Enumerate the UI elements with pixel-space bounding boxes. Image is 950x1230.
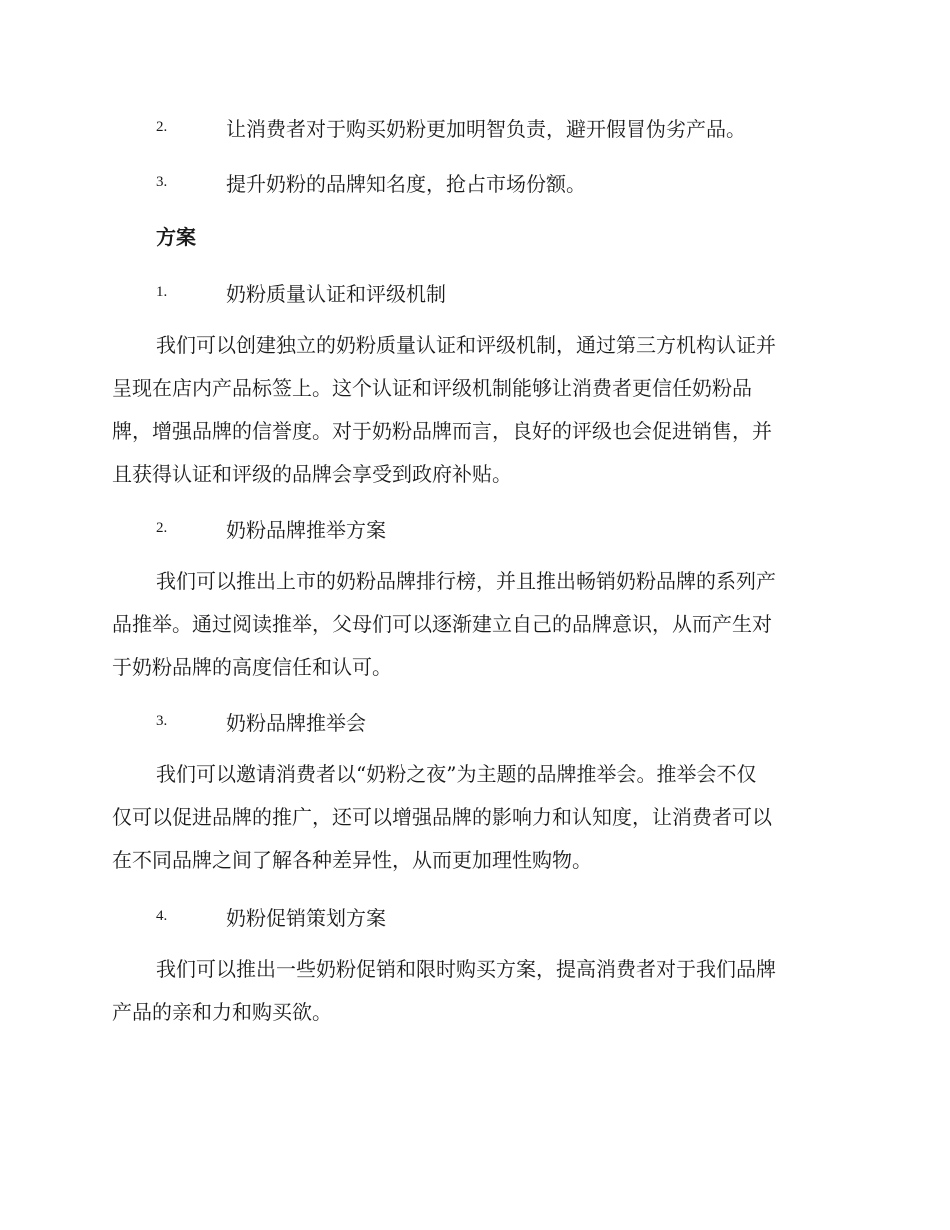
goal-item-3 xyxy=(156,167,836,197)
paragraph-line: 于奶粉品牌的高度信任和认可。 xyxy=(112,655,392,679)
list-number: 4. xyxy=(156,907,168,924)
plan-title-text: 奶粉品牌推举会 xyxy=(226,710,366,735)
paragraph-line: 产品的亲和力和购买欲。 xyxy=(112,1000,332,1024)
plan-title-text: 奶粉品牌推举方案 xyxy=(226,517,386,542)
list-text: 让消费者对于购买奶粉更加明智负责，避开假冒伪劣产品。 xyxy=(226,116,746,141)
plan-title-3 xyxy=(156,706,836,736)
plan-title-2 xyxy=(156,513,836,543)
section-heading: 方案 xyxy=(156,225,196,249)
list-number: 3. xyxy=(156,712,168,729)
paragraph-line: 我们可以推出上市的奶粉品牌排行榜，并且推出畅销奶粉品牌的系列产 xyxy=(156,569,776,593)
list-number: 1. xyxy=(156,283,168,300)
paragraph-line: 牌，增强品牌的信誉度。对于奶粉品牌而言，良好的评级也会促进销售，并 xyxy=(112,419,772,443)
paragraph-line: 呈现在店内产品标签上。这个认证和评级机制能够让消费者更信任奶粉品 xyxy=(112,376,752,400)
paragraph-line: 我们可以邀请消费者以“奶粉之夜”为主题的品牌推举会。推举会不仅 xyxy=(156,762,757,786)
plan-paragraph-1 xyxy=(112,324,838,496)
list-number: 2. xyxy=(156,519,168,536)
goal-item-2 xyxy=(156,112,836,142)
plan-title-4 xyxy=(156,901,836,931)
paragraph-line: 我们可以推出一些奶粉促销和限时购买方案，提高消费者对于我们品牌 xyxy=(156,957,776,981)
list-number: 3. xyxy=(156,173,168,190)
paragraph-line: 品推举。通过阅读推举，父母们可以逐渐建立自己的品牌意识，从而产生对 xyxy=(112,612,772,636)
paragraph-line: 且获得认证和评级的品牌会享受到政府补贴。 xyxy=(112,462,512,486)
list-number: 2. xyxy=(156,118,168,135)
plan-paragraph-2 xyxy=(112,560,838,689)
paragraph-line: 我们可以创建独立的奶粉质量认证和评级机制，通过第三方机构认证并 xyxy=(156,333,776,357)
paragraph-line: 仅可以促进品牌的推广，还可以增强品牌的影响力和认知度，让消费者可以 xyxy=(112,805,772,829)
plan-title-text: 奶粉质量认证和评级机制 xyxy=(226,281,446,306)
plan-title-text: 奶粉促销策划方案 xyxy=(226,905,386,930)
paragraph-line: 在不同品牌之间了解各种差异性，从而更加理性购物。 xyxy=(112,848,592,872)
plan-title-1 xyxy=(156,277,836,307)
plan-paragraph-3 xyxy=(112,753,838,882)
plan-paragraph-4 xyxy=(112,948,838,1034)
list-text: 提升奶粉的品牌知名度，抢占市场份额。 xyxy=(226,171,586,196)
